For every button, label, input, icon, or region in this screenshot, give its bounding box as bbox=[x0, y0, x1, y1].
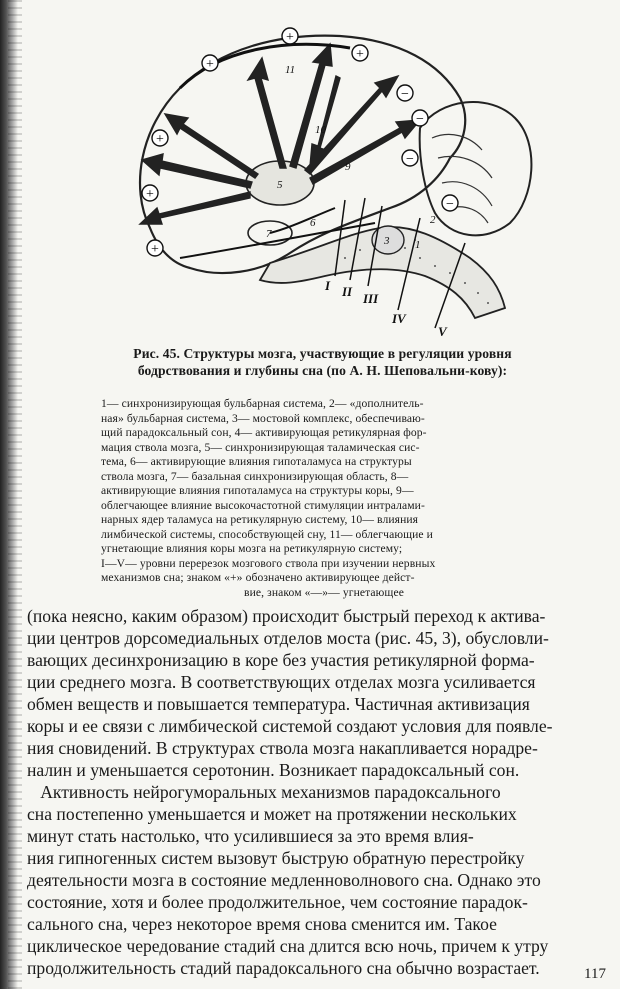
cerebellum-folds bbox=[432, 134, 492, 223]
roman-I: I bbox=[325, 278, 331, 293]
caption-line: механизмов сна; знаком «+» обозначено активирующее дейст- bbox=[101, 571, 415, 584]
body-line: деятельности мозга в состояние медленноволнового сна. Однако это bbox=[27, 870, 541, 890]
minus-2: − bbox=[416, 112, 424, 127]
body-line: ции центров дорсомедиальных отделов моста (рис. 45, 3), обусловли- bbox=[27, 628, 549, 648]
label-1: 1 bbox=[415, 239, 421, 251]
body-line: налин и уменьшается серотонин. Возникает парадоксальный сон. bbox=[27, 760, 520, 780]
body-line: Активность нейрогуморальных механизмов парадоксального bbox=[27, 782, 501, 802]
figure-caption-title: Рис. 45. Структуры мозга, участвующие в регуляции уровня бодрствования и глубины сна (по А. Н. Шеповальни-кову): bbox=[133, 346, 512, 378]
caption-line: угнетающие влияния коры мозга на ретикулярную систему; bbox=[101, 542, 403, 555]
roman-V: V bbox=[438, 324, 447, 338]
roman-IV: IV bbox=[392, 311, 406, 326]
plus-4: + bbox=[156, 132, 164, 147]
caption-line: вие, знаком «—»— угнетающее bbox=[244, 585, 404, 599]
minus-1: − bbox=[401, 87, 409, 102]
body-line: вающих десинхронизацию в коре без участия ретикулярной форма- bbox=[27, 650, 535, 670]
body-text bbox=[27, 605, 617, 979]
plus-3: + bbox=[356, 47, 364, 62]
caption-line: тема, 6— активирующие влияния гипоталамуса на структуры bbox=[101, 455, 412, 468]
body-line: ции среднего мозга. В соответствующих отделах мозга усиливается bbox=[27, 672, 536, 692]
body-line: ния гипногенных систем вызовут быструю обратную перестройку bbox=[27, 848, 525, 868]
label-3: 3 bbox=[384, 235, 390, 247]
cerebellum-outline bbox=[420, 102, 532, 235]
roman-III: III bbox=[363, 291, 379, 306]
minus-3: − bbox=[406, 152, 414, 167]
label-6: 6 bbox=[310, 217, 316, 229]
body-line: обмен веществ и повышается температура. Частичная активизация bbox=[27, 694, 530, 714]
plus-5: + bbox=[146, 187, 154, 202]
caption-line: мация ствола мозга, 5— синхронизирующая таламическая сис- bbox=[101, 440, 420, 454]
roman-labels bbox=[324, 278, 448, 338]
body-line: продолжительность стадий парадоксального сна обычно возрастает. bbox=[27, 958, 540, 978]
label-7: 7 bbox=[266, 228, 272, 240]
plus-2: + bbox=[286, 30, 294, 45]
body-line: циклическое чередование стадий сна длится всю ночь, причем к утру bbox=[27, 936, 549, 956]
caption-line: ствола мозга, 7— базальная синхронизирующая область, 8— bbox=[101, 469, 409, 483]
page-number: 117 bbox=[584, 966, 606, 982]
body-line: сального сна, через некоторое время снова сменится им. Такое bbox=[27, 914, 497, 934]
caption-line: лимбической системы, способствующей сну, 11— облегчающие и bbox=[101, 527, 433, 541]
caption-line: активирующие влияния гипоталамуса на структуры коры, 9— bbox=[101, 484, 414, 497]
label-5: 5 bbox=[277, 179, 283, 191]
body-line: (пока неясно, каким образом) происходит быстрый переход к актива- bbox=[27, 606, 546, 626]
label-9: 9 bbox=[345, 161, 351, 173]
body-line: сна постепенно уменьшается и может на протяжении нескольких bbox=[27, 804, 517, 824]
limbic-arrow bbox=[270, 208, 335, 233]
plus-6: + bbox=[151, 242, 159, 257]
brain-structures-figure bbox=[120, 18, 550, 338]
scan-noise-edge bbox=[8, 0, 22, 989]
caption-line: ная» бульбарная система, 3— мостовой комплекс, обеспечиваю- bbox=[101, 411, 425, 425]
label-2: 2 bbox=[430, 214, 436, 226]
caption-line: щий парадоксальный сон, 4— активирующая ретикулярная фор- bbox=[101, 426, 427, 439]
label-10: 10 bbox=[315, 124, 326, 136]
body-line: состояние, хотя и более продолжительное, чем состояние парадок- bbox=[27, 892, 528, 912]
caption-line: облегчающее влияние высокочастотной стимуляции интралами- bbox=[101, 498, 425, 512]
caption-line: нарных ядер таламуса на ретикулярную систему, 10— влияния bbox=[101, 513, 419, 526]
roman-II: II bbox=[342, 284, 353, 299]
figure-caption-legend bbox=[101, 397, 547, 600]
body-line: коры и ее связи с лимбической системой создают условия для появле- bbox=[27, 716, 553, 736]
minus-4: − bbox=[446, 197, 454, 212]
body-line: минут стать настолько, что усилившиеся за это время влия- bbox=[27, 826, 474, 846]
body-line: ния сновидений. В структурах ствола мозга накапливается норадре- bbox=[27, 738, 538, 758]
label-11: 11 bbox=[285, 64, 296, 76]
plus-1: + bbox=[206, 57, 214, 72]
caption-line: 1— синхронизирующая бульбарная система, 2— «дополнитель- bbox=[101, 397, 424, 410]
caption-line: I—V— уровни перерезок мозгового ствола при изучении нервных bbox=[101, 556, 436, 570]
